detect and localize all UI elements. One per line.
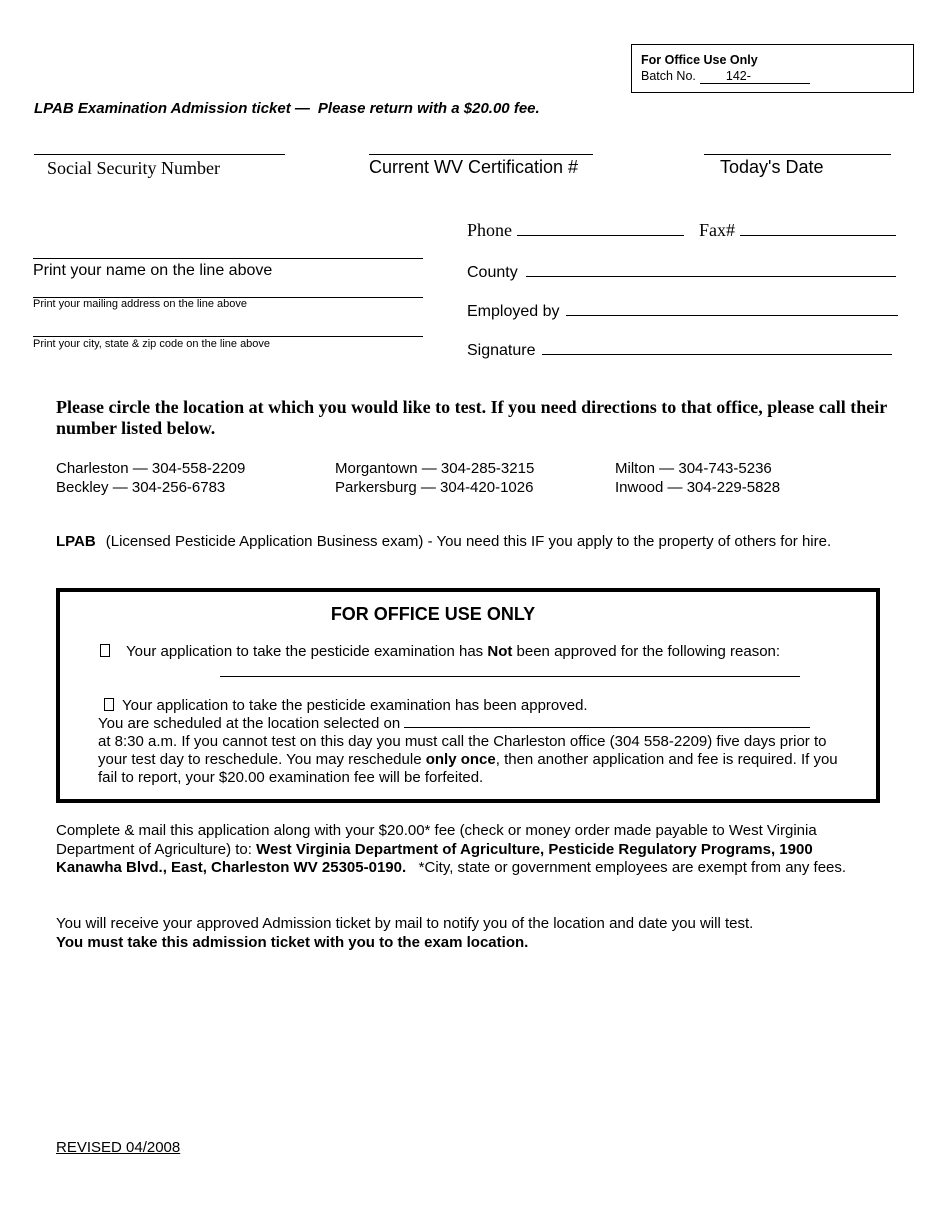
approved-option bbox=[98, 697, 838, 787]
location-inwood[interactable]: Inwood — 304-229-5828 bbox=[615, 479, 781, 496]
office-use-box bbox=[631, 44, 914, 93]
office-use-title: FOR OFFICE USE ONLY bbox=[330, 604, 536, 624]
receive-notice bbox=[56, 915, 856, 952]
signature-label: Signature bbox=[467, 342, 536, 359]
fax-field bbox=[699, 220, 896, 241]
scheduled-text: You are scheduled at the location selected on bbox=[98, 715, 401, 732]
county-field bbox=[467, 262, 896, 282]
county-label: County bbox=[467, 264, 518, 281]
ssn-line[interactable] bbox=[34, 154, 285, 155]
location-parkersburg[interactable]: Parkersburg — 304-420-1026 bbox=[335, 479, 534, 496]
certification-line[interactable] bbox=[369, 154, 593, 155]
not-approved-bold: Not bbox=[487, 643, 513, 660]
ssn-label: Social Security Number bbox=[47, 158, 220, 178]
fax-label: Fax# bbox=[699, 220, 735, 240]
signature-field bbox=[467, 340, 892, 360]
form-title-fee: Please return with a $20.00 fee. bbox=[317, 100, 540, 117]
phone-label: Phone bbox=[467, 220, 512, 240]
fax-input[interactable] bbox=[740, 221, 896, 236]
location-charleston[interactable]: Charleston — 304-558-2209 bbox=[56, 460, 246, 477]
not-approved-reason-label: been approved for the following reason: bbox=[516, 643, 781, 660]
location-morgantown[interactable]: Morgantown — 304-285-3215 bbox=[335, 460, 535, 477]
city-label: Print your city, state & zip code on the line above bbox=[33, 338, 271, 350]
certification-label: Current WV Certification # bbox=[369, 157, 579, 177]
approved-checkbox[interactable] bbox=[104, 698, 114, 711]
employed-label: Employed by bbox=[467, 303, 560, 320]
batch-number bbox=[641, 69, 810, 84]
form-title bbox=[34, 100, 540, 117]
location-beckley[interactable]: Beckley — 304-256-6783 bbox=[56, 479, 226, 496]
mail-address: West Virginia Department of Agriculture, Pesticide Regulatory Programs, 1900 Kanawha Blvd., East, Charleston WV 25305-0190. bbox=[56, 840, 813, 876]
date-label: Today's Date bbox=[720, 157, 824, 177]
revised-date: REVISED 04/2008 bbox=[56, 1139, 181, 1156]
form-title-main: LPAB Examination Admission ticket — bbox=[34, 100, 310, 117]
phone-input[interactable] bbox=[517, 221, 684, 236]
lpab-description: (Licensed Pesticide Application Business exam) - You need this IF you apply to the property of others for hire. bbox=[105, 533, 832, 550]
reschedule-text bbox=[98, 733, 838, 787]
employed-input[interactable] bbox=[566, 301, 898, 316]
not-approved-option bbox=[100, 643, 780, 660]
batch-value: 142- bbox=[700, 69, 810, 84]
location-milton[interactable]: Milton — 304-743-5236 bbox=[615, 460, 772, 477]
office-use-section bbox=[56, 588, 880, 803]
reschedule-pre: at 8:30 a.m. If you cannot test on this day you must call the Charleston office (304 558-2209) five days prior to your test day to reschedule. You may reschedule bbox=[98, 733, 827, 768]
mail-exempt-note: *City, state or government employees are exempt from any fees. bbox=[418, 859, 847, 876]
reason-line[interactable] bbox=[220, 676, 800, 677]
city-line[interactable] bbox=[33, 336, 423, 337]
lpab-note bbox=[56, 533, 831, 550]
scheduled-date-line[interactable] bbox=[404, 715, 810, 728]
approved-text: Your application to take the pesticide examination has been approved. bbox=[122, 697, 588, 714]
reschedule-bold: only once bbox=[425, 751, 496, 768]
batch-label: Batch No. bbox=[641, 69, 696, 83]
location-instructions: Please circle the location at which you would like to test. If you need directions to that office, please call their number listed below. bbox=[56, 397, 887, 438]
name-label: Print your name on the line above bbox=[33, 262, 273, 279]
not-approved-checkbox[interactable] bbox=[100, 644, 110, 657]
county-input[interactable] bbox=[526, 262, 896, 277]
address-label: Print your mailing address on the line above bbox=[33, 298, 248, 310]
receive-line1: You will receive your approved Admission ticket by mail to notify you of the location and date you will test. bbox=[56, 915, 754, 932]
name-line[interactable] bbox=[33, 258, 423, 259]
mail-instructions bbox=[56, 822, 856, 878]
not-approved-text: Your application to take the pesticide examination has bbox=[126, 643, 484, 660]
employed-field bbox=[467, 301, 898, 321]
reschedule-post: , then another application and fee is required. If you fail to report, your $20.00 examination fee will be forfeited. bbox=[98, 751, 838, 786]
lpab-acronym: LPAB bbox=[56, 533, 96, 550]
office-use-heading: For Office Use Only bbox=[641, 53, 758, 67]
mail-pre: Complete & mail this application along with your $20.00* fee (check or money order made payable to West Virginia Department of Agriculture) to: bbox=[56, 822, 817, 858]
receive-line2: You must take this admission ticket with you to the exam location. bbox=[56, 933, 529, 951]
phone-field bbox=[467, 220, 684, 241]
date-line[interactable] bbox=[704, 154, 891, 155]
signature-input[interactable] bbox=[542, 340, 892, 355]
